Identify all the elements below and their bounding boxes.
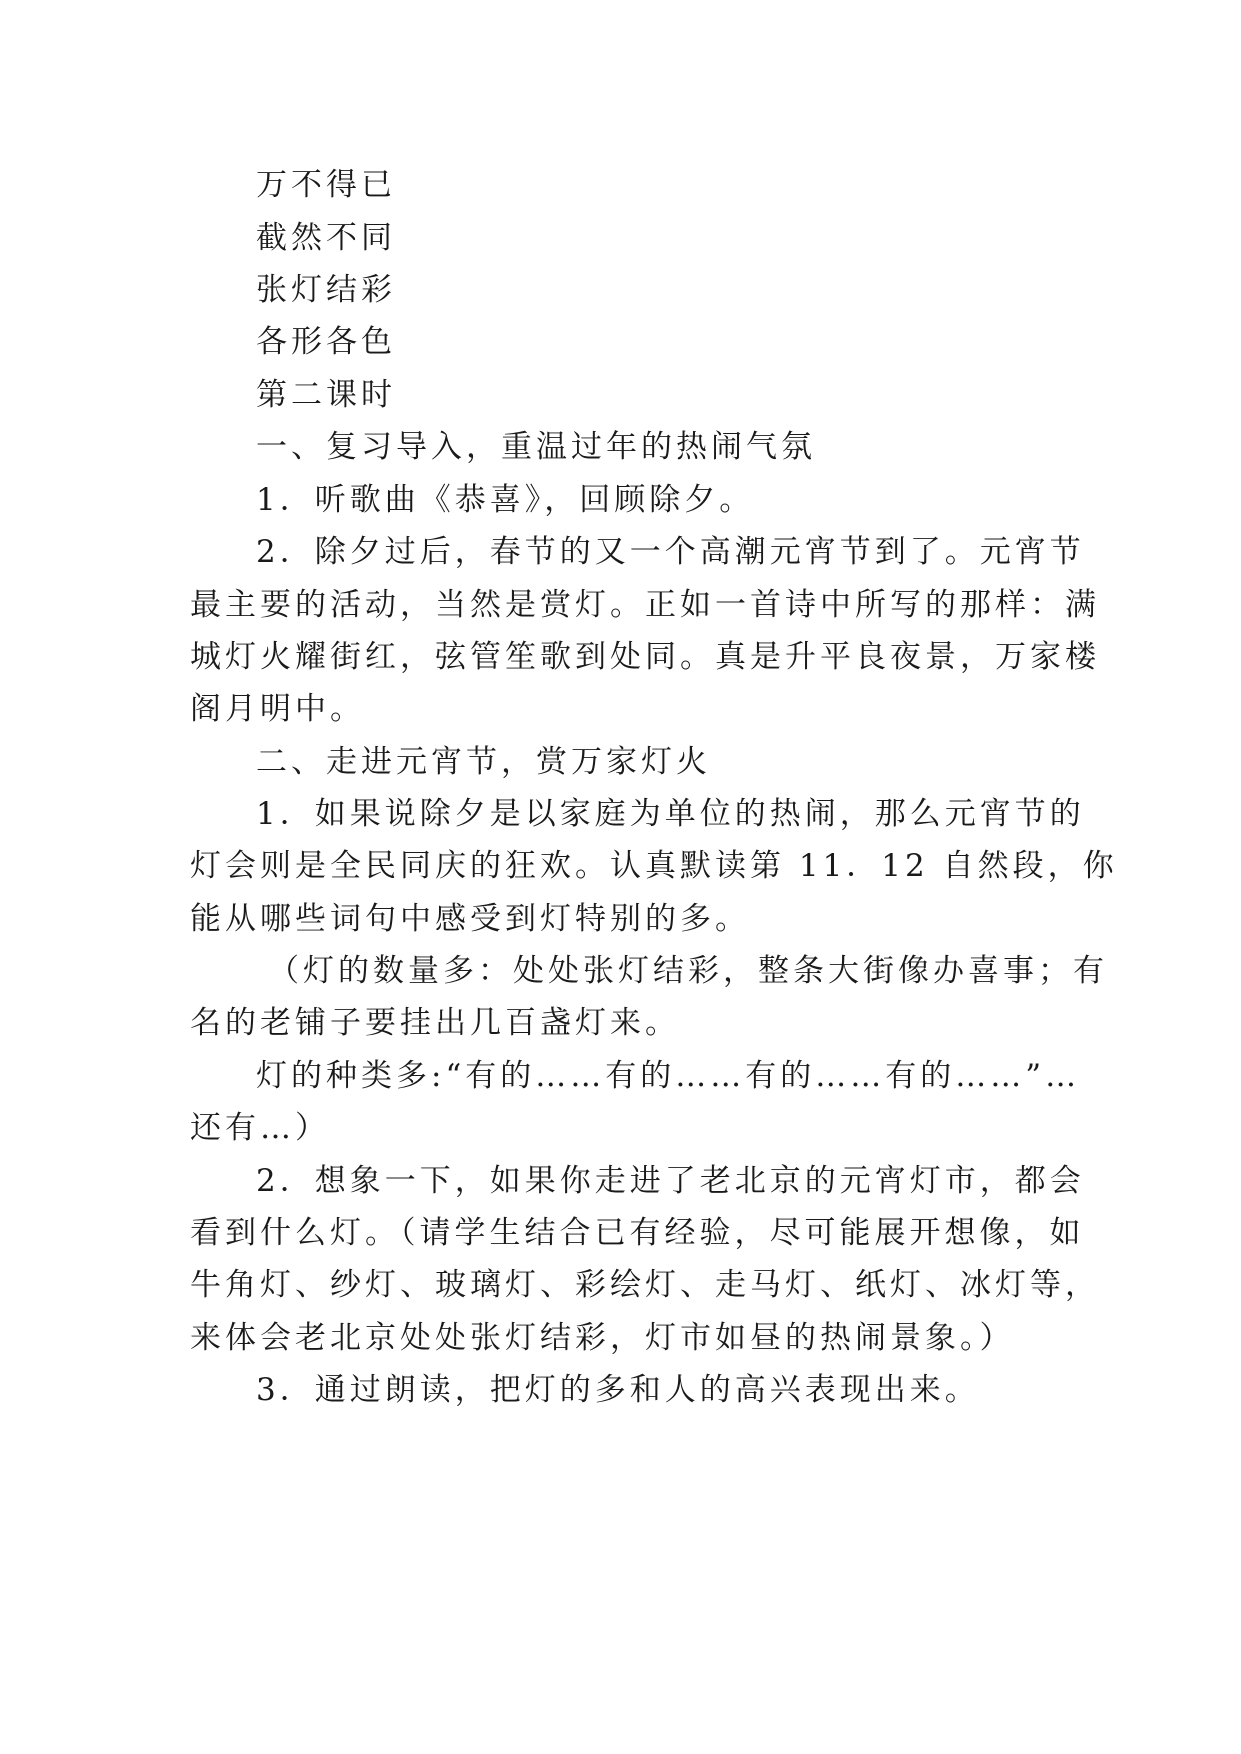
paragraph-line: 来体会老北京处处张灯结彩，灯市如昼的热闹景象。）: [190, 1320, 1015, 1356]
paragraph-line: 1．听歌曲《恭喜》，回顾除夕。: [256, 482, 755, 518]
vocab-line: 张灯结彩: [256, 272, 396, 308]
section-heading: 二、走进元宵节，赏万家灯火: [256, 744, 711, 780]
paragraph-line: 最主要的活动，当然是赏灯。正如一首诗中所写的那样：满: [190, 587, 1100, 623]
paragraph-line: 看到什么灯。（请学生结合已有经验，尽可能展开想像，如: [190, 1215, 1085, 1251]
paragraph-line: 2．除夕过后，春节的又一个高潮元宵节到了。元宵节: [256, 534, 1085, 570]
vocab-line: 截然不同: [256, 220, 396, 256]
paragraph-line: 能从哪些词句中感受到灯特别的多。: [190, 901, 750, 937]
paragraph-line: 还有…）: [190, 1110, 330, 1146]
paragraph-line: 1．如果说除夕是以家庭为单位的热闹，那么元宵节的: [256, 796, 1085, 832]
paragraph-line: 阁月明中。: [190, 691, 365, 727]
paragraph-line: 牛角灯、纱灯、玻璃灯、彩绘灯、走马灯、纸灯、冰灯等，: [190, 1267, 1100, 1303]
vocab-line: 万不得已: [256, 167, 396, 203]
vocab-line: 各形各色: [256, 324, 396, 360]
paragraph-line: 灯的种类多:“有的……有的……有的……有的……”…: [256, 1058, 1081, 1094]
paragraph-line: 灯会则是全民同庆的狂欢。认真默读第 11．12 自然段，你: [190, 848, 1118, 884]
paragraph-line: 2．想象一下，如果你走进了老北京的元宵灯市，都会: [256, 1163, 1085, 1199]
section-heading: 一、复习导入，重温过年的热闹气氛: [256, 429, 816, 465]
paragraph-line: 3．通过朗读，把灯的多和人的高兴表现出来。: [256, 1372, 980, 1408]
paragraph-line: 城灯火耀街红，弦管笙歌到处同。真是升平良夜景，万家楼: [190, 639, 1100, 675]
lesson-heading: 第二课时: [256, 377, 396, 413]
paragraph-line: 名的老铺子要挂出几百盏灯来。: [190, 1005, 680, 1041]
paragraph-line: （灯的数量多：处处张灯结彩，整条大街像办喜事；有: [268, 953, 1108, 989]
